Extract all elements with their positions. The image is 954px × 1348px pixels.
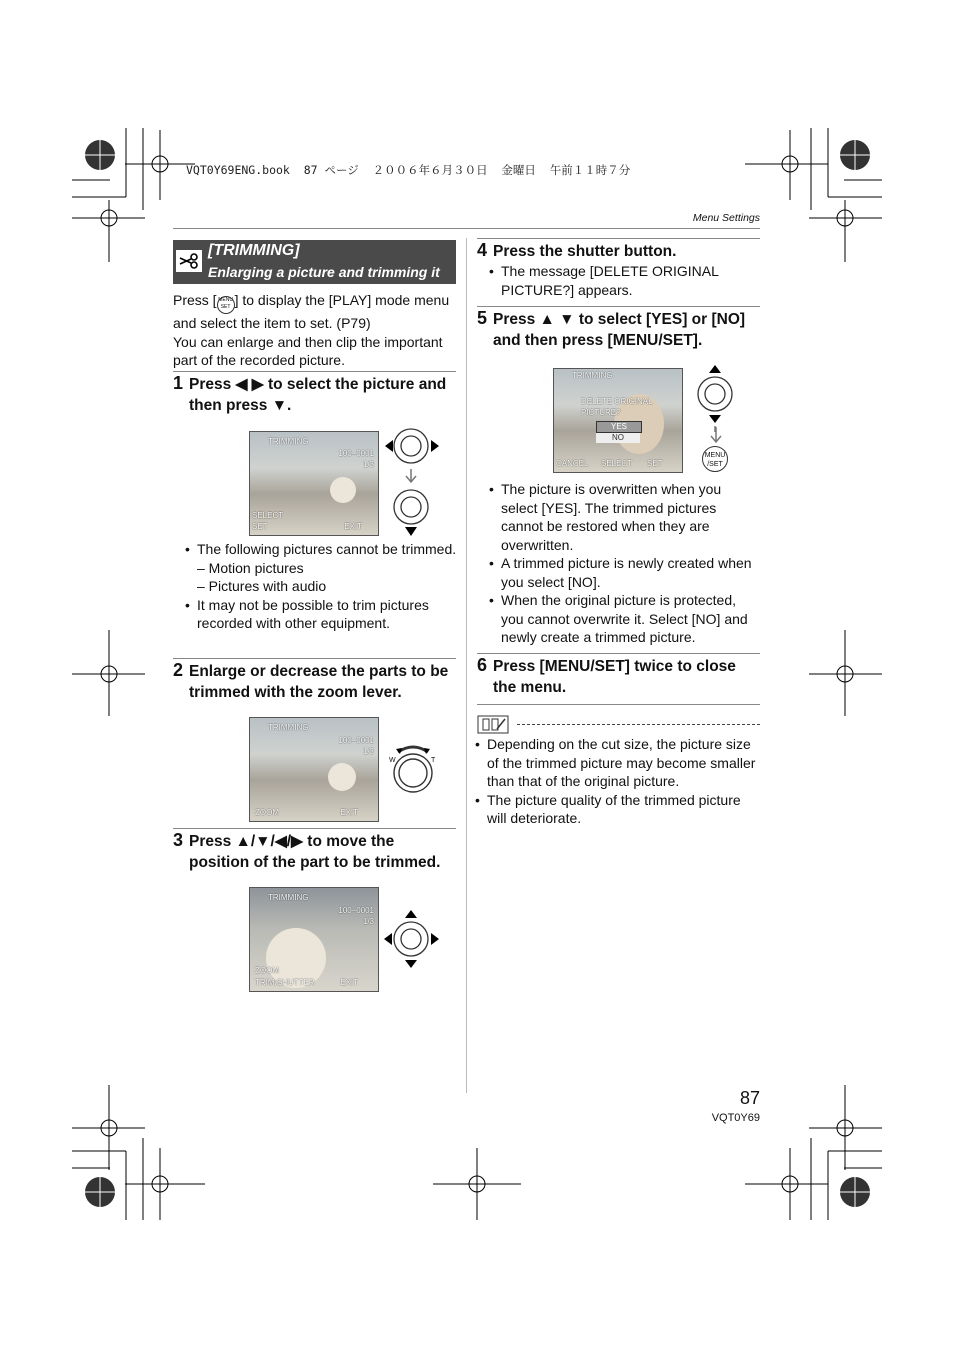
dpad-up-down-icon [696, 362, 736, 432]
intro-line1-post: ] to display the [PLAY] mode menu and select the item to set. (P79) [173, 292, 450, 331]
screen-set: SET [647, 459, 663, 468]
intro-line2: You can enlarge and then clip the important part of the recorded picture. [173, 333, 443, 368]
step-number: 5 [477, 308, 488, 328]
step-4 [477, 241, 762, 262]
rule-step1 [173, 371, 456, 372]
note-text: The message [DELETE ORIGINAL PICTURE?] appears. [501, 263, 719, 298]
document-code: VQT0Y69 [711, 1112, 760, 1124]
dpad-left-right-icon [383, 425, 443, 541]
note-dash-1: – Motion pictures [197, 559, 304, 576]
screen-zoom: ZOOM [255, 808, 279, 817]
screen-frame: 1/3 [362, 747, 374, 756]
step-number: 2 [173, 660, 184, 680]
menu-set-label: MENU /SET [704, 452, 726, 468]
screen-exit: EXIT [340, 808, 358, 817]
menu-set-icon: MENU SET [217, 296, 235, 314]
zoom-w-label: W [389, 757, 396, 764]
step1-notes: • The following pictures cannot be trimmed. – Motion pictures – Pictures with audio • It may not be possible to trim pictures recorded with other equipment. [185, 541, 457, 631]
dpad-four-way-icon [382, 908, 442, 970]
note-text: The following pictures cannot be trimmed. [197, 541, 457, 557]
screen-exit: EXIT [344, 522, 362, 531]
screen-select: SELECT [601, 459, 633, 468]
note-text: When the original picture is protected, you cannot overwrite it. Select [NO] and newly create a trimmed picture. [501, 592, 748, 645]
zoom-t-label: T [431, 757, 436, 764]
file-header: VQT0Y69ENG.book 87 ページ ２００６年６月３０日 金曜日 午前１１時７分 [186, 163, 631, 177]
scissors-icon [176, 250, 202, 272]
note-text: The picture quality of the trimmed picture will deteriorate. [487, 791, 741, 826]
camera-screen-1 [249, 431, 379, 536]
page-number: 87 [739, 1088, 760, 1108]
title-text: [TRIMMING] [208, 242, 300, 259]
step-number: 4 [477, 240, 488, 260]
screen-exit: EXIT [340, 978, 358, 987]
screen-title: TRIMMING [268, 437, 309, 446]
notes-list: • Depending on the cut size, the picture size of the trimmed picture may become smaller than that of the original picture. • The picture quality of the trimmed picture will deteriorate. [475, 736, 756, 826]
step-text: Enlarge or decrease the parts to be trimmed with the zoom lever. [189, 663, 449, 701]
subtitle-text: Enlarging a picture and trimming it [208, 264, 440, 280]
screen-cancel: CANCEL [556, 459, 589, 468]
step-text: Press ◀ ▶ to select the picture and then press ▼. [189, 376, 447, 414]
note-text: Depending on the cut size, the picture size of the trimmed picture may become smaller than that of the original picture. [487, 736, 756, 789]
rule-step5 [477, 306, 760, 307]
step-text: Press ▲ ▼ to select [YES] or [NO] and then press [MENU/SET]. [493, 311, 746, 349]
camera-screen-5 [553, 368, 683, 473]
screen-title: TRIMMING [268, 893, 309, 902]
screen-title: TRIMMING [268, 723, 309, 732]
note-icon [477, 715, 511, 735]
rule-step3 [173, 828, 456, 829]
rule-notes [477, 704, 760, 705]
delete-question: DELETE ORIGINAL PICTURE? [581, 397, 653, 417]
camera-screen-2 [249, 717, 379, 822]
intro-line1-pre: Press [ [173, 292, 217, 308]
note-text: The picture is overwritten when you select [YES]. The trimmed pictures cannot be restored when they are overwritten. [501, 481, 722, 553]
screen-counter: 100–0001 [338, 906, 374, 915]
screen-counter: 100–0001 [338, 736, 374, 745]
step-number: 3 [173, 830, 184, 850]
note-text: A trimmed picture is newly created when you select [NO]. [501, 555, 752, 590]
screen-trim: TRIM:SHUTTER [255, 978, 315, 987]
screen-zoom: ZOOM [255, 966, 279, 975]
notes-dashed-line [517, 724, 760, 725]
step-number: 1 [173, 373, 184, 393]
ball-image [330, 477, 356, 503]
yes-option[interactable]: YES [596, 421, 642, 433]
step-text: Press [MENU/SET] twice to close the menu. [493, 658, 736, 696]
step-1 [173, 374, 458, 416]
screen-set: SET [252, 522, 268, 531]
intro-paragraph [173, 291, 458, 370]
title-box [173, 240, 456, 284]
screen-frame: 1/3 [362, 460, 374, 469]
step-2 [173, 661, 458, 703]
no-option[interactable]: NO [596, 433, 640, 443]
ball-image [328, 763, 356, 791]
step-6 [477, 656, 762, 698]
step4-note: • The message [DELETE ORIGINAL PICTURE?] appears. [489, 263, 719, 298]
step-text: Press ▲/▼/◀/▶ to move the position of the part to be trimmed. [189, 833, 441, 871]
step5-notes: • The picture is overwritten when you select [YES]. The trimmed pictures cannot be restored when they are overwritten. • A trimmed picture is newly created when you select [NO]. • When the original picture is protected, you cannot overwrite it. Select [NO] and newly create a trimmed picture. [489, 481, 752, 645]
rule-step4 [477, 238, 760, 239]
header-rule [173, 228, 760, 229]
note-text: It may not be possible to trim pictures recorded with other equipment. [197, 596, 429, 631]
screen-select: SELECT [252, 511, 284, 520]
step-text: Press the shutter button. [493, 243, 677, 260]
step-3 [173, 831, 458, 873]
arrow-down-icon [708, 425, 724, 445]
step-5 [477, 309, 762, 351]
zoom-lever-icon [384, 740, 444, 800]
menu-set-button [702, 446, 728, 472]
screen-counter: 100–0001 [338, 449, 374, 458]
step-number: 6 [477, 655, 488, 675]
section-label: Menu Settings [692, 212, 760, 224]
screen-frame: 1/3 [362, 917, 374, 926]
note-dash-2: – Pictures with audio [197, 578, 327, 594]
column-divider [466, 238, 467, 1093]
rule-step2 [173, 658, 456, 659]
rule-step6 [477, 653, 760, 654]
camera-screen-3 [249, 887, 379, 992]
screen-title: TRIMMING [572, 371, 613, 380]
